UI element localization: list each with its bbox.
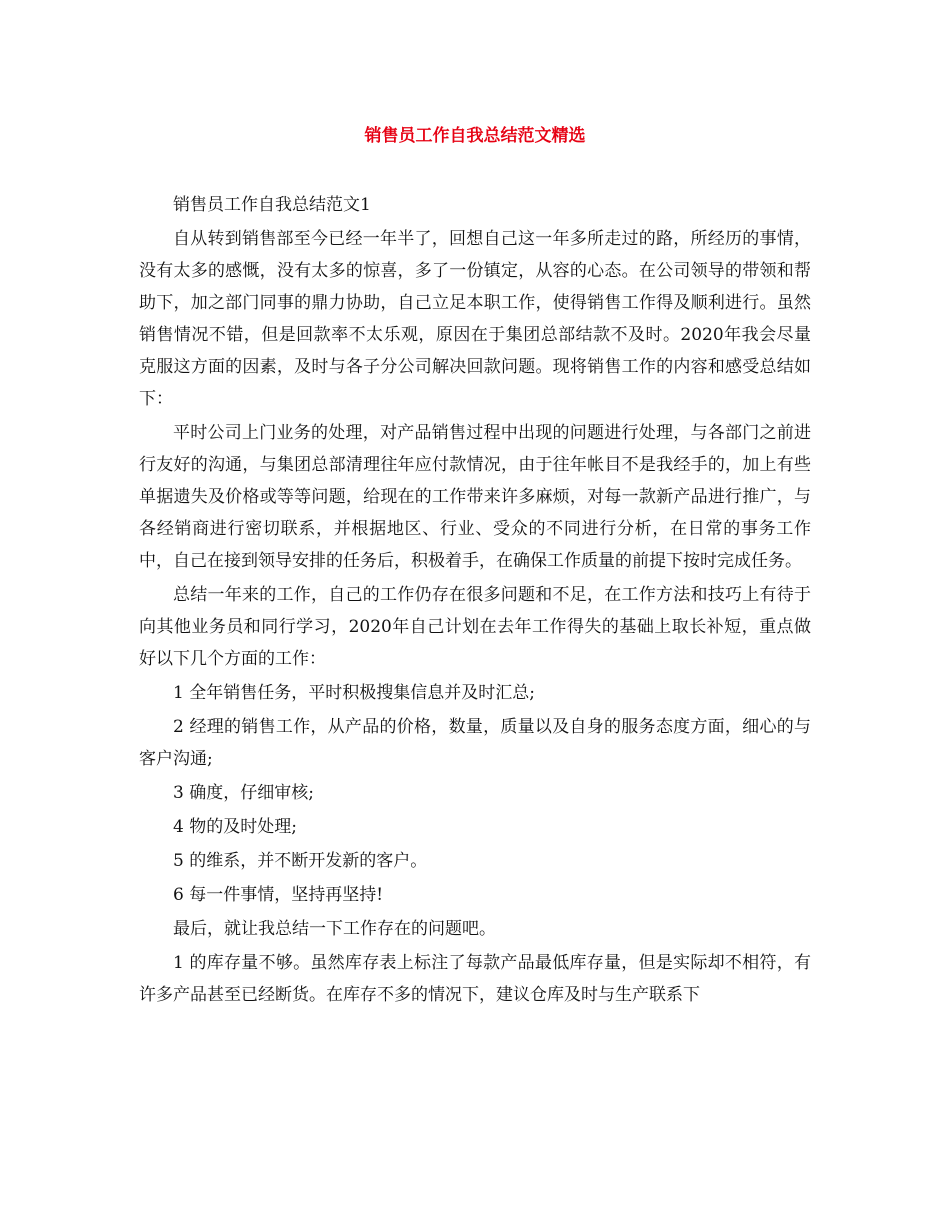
list-item: 1 全年销售任务，平时积极搜集信息并及时汇总; [173,683,535,703]
document-body [139,189,811,1013]
list-item: 2 经理的销售工作，从产品的价格，数量，质量以及自身的服务态度方面，细心的与客户沟通; [139,717,811,769]
list-item: 6 每一件事情，坚持再坚持! [173,885,384,905]
list-item: 3 确度，仔细审核; [173,783,314,803]
paragraph: 最后，就让我总结一下工作存在的问题吧。 [173,919,496,939]
list-item: 5 的维系，并不断开发新的客户。 [173,851,428,871]
paragraph: 自从转到销售部至今已经一年半了，回想自己这一年多所走过的路，所经历的事情，没有太多的感慨，没有太多的惊喜，多了一份镇定，从容的心态。在公司领导的带领和帮助下，加之部门同事的鼎力协助，自己立足本职工作，使得销售工作得及顺利进行。虽然销售情况不错，但是回款率不太乐观，原因在于集团总部结款不及时。2020年我会尽量克服这方面的因素，及时与各子分公司解决回款问题。现将销售工作的内容和感受总结如下： [139,229,811,409]
list-item: 4 物的及时处理; [173,817,297,837]
paragraph: 平时公司上门业务的处理，对产品销售过程中出现的问题进行处理，与各部门之前进行友好的沟通，与集团总部清理往年应付款情况，由于往年帐目不是我经手的，加上有些单据遗失及价格或等等问题，给现在的工作带来许多麻烦，对每一款新产品进行推广，与各经销商进行密切联系，并根据地区、行业、受众的不同进行分析，在日常的事务工作中，自己在接到领导安排的任务后，积极着手，在确保工作质量的前提下按时完成任务。 [139,423,811,571]
list-item: 1 的库存量不够。虽然库存表上标注了每款产品最低库存量，但是实际却不相符，有许多产品甚至已经断货。在库存不多的情况下，建议仓库及时与生产联系下 [139,953,811,1005]
section-heading: 销售员工作自我总结范文1 [173,195,371,215]
paragraph: 总结一年来的工作，自己的工作仍存在很多问题和不足，在工作方法和技巧上有待于向其他业务员和同行学习，2020年自己计划在去年工作得失的基础上取长补短，重点做好以下几个方面的工作： [139,585,811,669]
document-title: 销售员工作自我总结范文精选 [364,126,586,146]
